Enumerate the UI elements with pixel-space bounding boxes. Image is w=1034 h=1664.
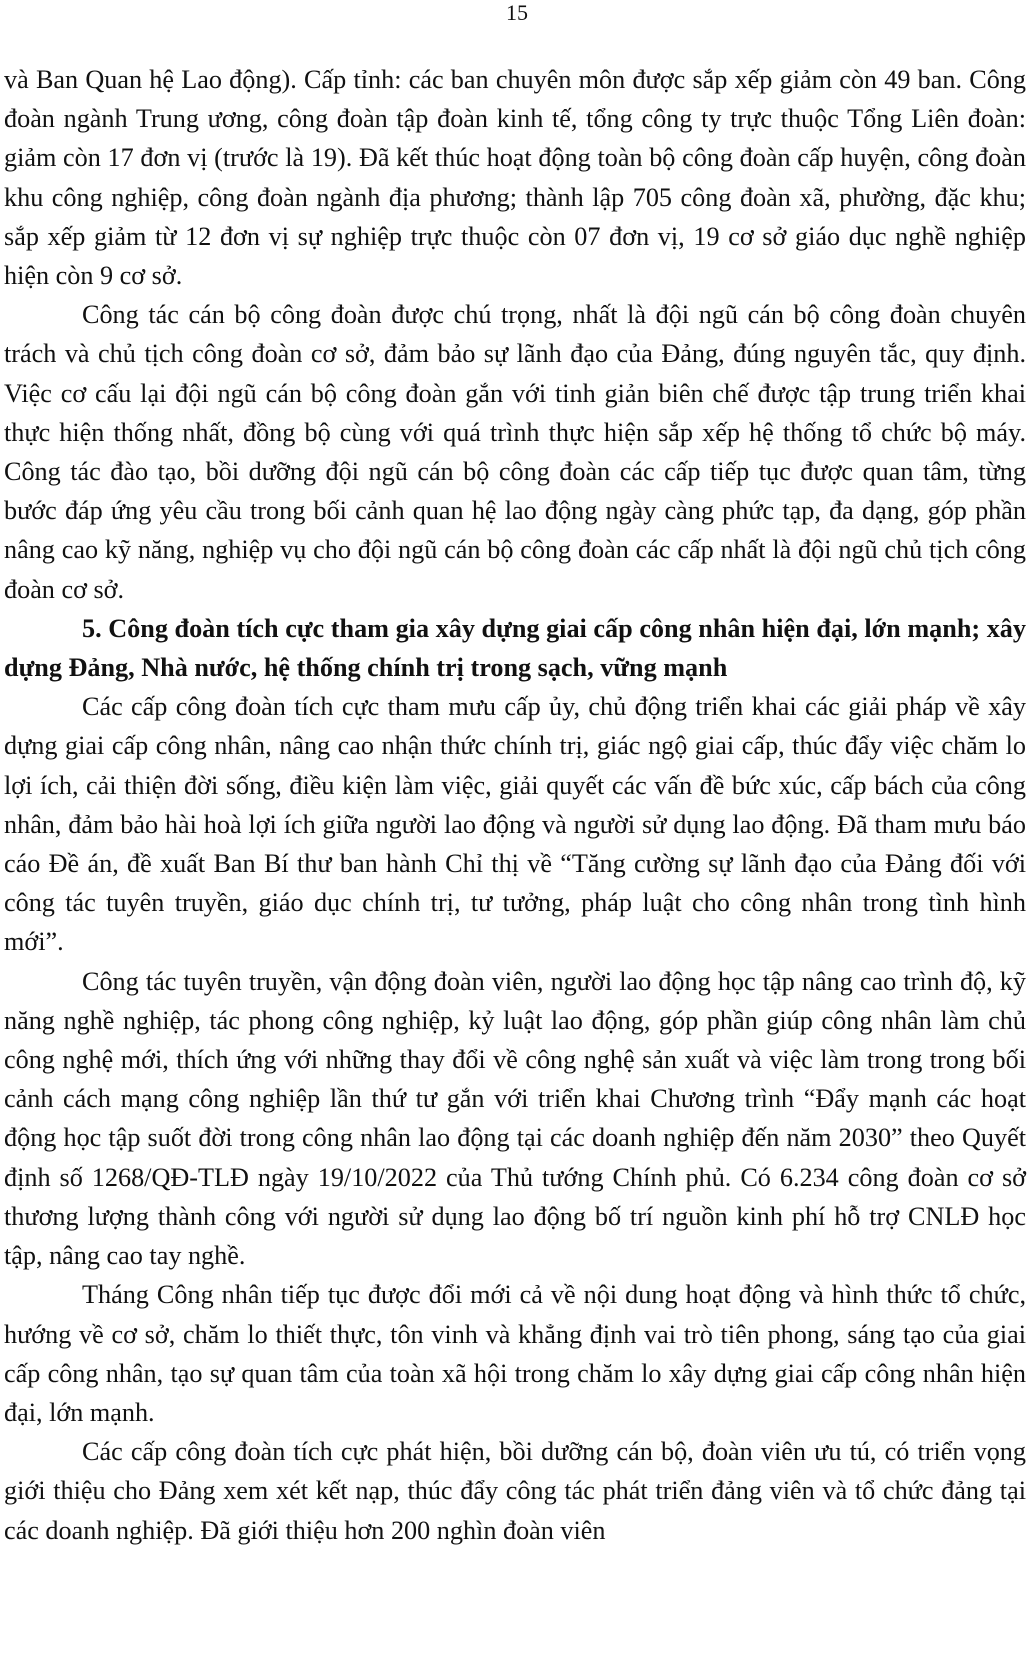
paragraph-propaganda: Công tác tuyên truyền, vận động đoàn viên, người lao động học tập nâng cao trình độ, kỹ năng nghề nghiệp, tác phong công nghiệp, kỷ luật lao động, góp phần giúp công nhân làm chủ công nghệ mới, thích ứng với những thay đổi về công nghệ sản xuất và việc làm trong trong bối cảnh cách mạng công nghiệp lần thứ tư gắn với triển khai Chương trình “Đẩy mạnh các hoạt động học tập suốt đời trong công nhân lao động tại các doanh nghiệp đến năm 2030” theo Quyết định số 1268/QĐ-TLĐ ngày 19/10/2022 của Thủ tướng Chính phủ. Có 6.234 công đoàn cơ sở thương lượng thành công với người sử dụng lao động bố trí nguồn kinh phí hỗ trợ CNLĐ học tập, nâng cao tay nghề. bbox=[4, 966, 1026, 1271]
page-number: 15 bbox=[506, 0, 528, 25]
paragraph-union-cadres: Công tác cán bộ công đoàn được chú trọng, nhất là đội ngũ cán bộ công đoàn chuyên trách và chủ tịch công đoàn cơ sở, đảm bảo sự lãnh đạo của Đảng, đúng nguyên tắc, quy định. Việc cơ cấu lại đội ngũ cán bộ công đoàn gắn với tinh giản biên chế được tập trung triển khai thực hiện thống nhất, đồng bộ cùng với quá trình thực hiện sắp xếp hệ thống tổ chức bộ máy. Công tác đào tạo, bồi dưỡng đội ngũ cán bộ công đoàn các cấp tiếp tục được quan tâm, từng bước đáp ứng yêu cầu trong bối cảnh quan hệ lao động ngày càng phức tạp, đa dạng, góp phần nâng cao kỹ năng, nghiệp vụ cho đội ngũ cán bộ công đoàn các cấp nhất là đội ngũ chủ tịch công đoàn cơ sở. bbox=[4, 300, 1026, 604]
paragraph-working-class: Các cấp công đoàn tích cực tham mưu cấp ủy, chủ động triển khai các giải pháp về xây dựng giai cấp công nhân, nâng cao nhận thức chính trị, giác ngộ giai cấp, thúc đẩy việc chăm lo lợi ích, cải thiện đời sống, điều kiện làm việc, giải quyết các vấn đề bức xúc, cấp bách của công nhân, đảm bảo hài hoà lợi ích giữa người lao động và người sử dụng lao động. Đã tham mưu báo cáo Đề án, đề xuất Ban Bí thư ban hành Chỉ thị về “Tăng cường sự lãnh đạo của Đảng đối với công tác tuyên truyền, giáo dục chính trị, tư tưởng, pháp luật cho công nhân trong tình hình mới”. bbox=[4, 692, 1026, 957]
paragraph-workers-month: Tháng Công nhân tiếp tục được đổi mới cả về nội dung hoạt động và hình thức tổ chức, hướng về cơ sở, chăm lo thiết thực, tôn vinh và khẳng định vai trò tiên phong, sáng tạo của giai cấp công nhân, tạo sự quan tâm của toàn xã hội trong chăm lo xây dựng giai cấp công nhân hiện đại, lớn mạnh. bbox=[4, 1280, 1026, 1427]
paragraph-continuation: và Ban Quan hệ Lao động). Cấp tỉnh: các ban chuyên môn được sắp xếp giảm còn 49 ban. Công đoàn ngành Trung ương, công đoàn tập đoàn kinh tế, tổng công ty trực thuộc Tổng Liên đoàn: giảm còn 17 đơn vị (trước là 19). Đã kết thúc hoạt động toàn bộ công đoàn cấp huyện, công đoàn khu công nghiệp, công đoàn ngành địa phương; thành lập 705 công đoàn xã, phường, đặc khu; sắp xếp giảm từ 12 đơn vị sự nghiệp trực thuộc còn 07 đơn vị, 19 cơ sở giáo dục nghề nghiệp hiện còn 9 cơ sở. bbox=[4, 65, 1026, 291]
paragraph-party-members: Các cấp công đoàn tích cực phát hiện, bồi dưỡng cán bộ, đoàn viên ưu tú, có triển vọng giới thiệu cho Đảng xem xét kết nạp, thúc đẩy công tác phát triển đảng viên và tổ chức đảng tại các doanh nghiệp. Đã giới thiệu hơn 200 nghìn đoàn viên bbox=[4, 1437, 1026, 1545]
section-heading-5: 5. Công đoàn tích cực tham gia xây dựng giai cấp công nhân hiện đại, lớn mạnh; xây dựng Đảng, Nhà nước, hệ thống chính trị trong sạch, vững mạnh bbox=[4, 613, 1026, 683]
document-body bbox=[4, 60, 1026, 1550]
